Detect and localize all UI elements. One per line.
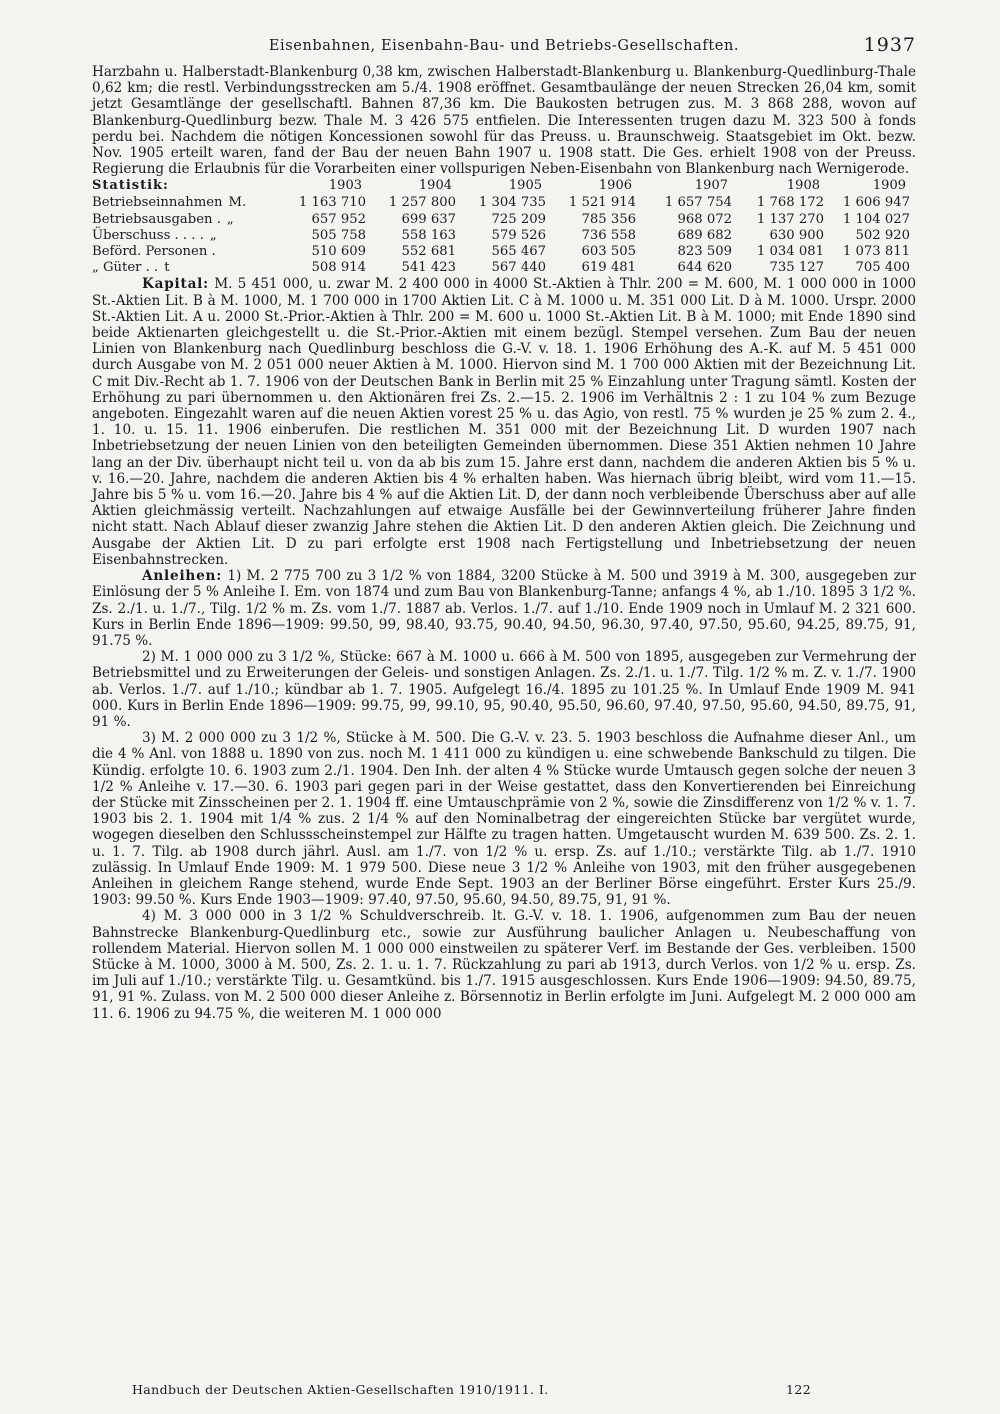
statistics-row-label bbox=[92, 228, 282, 244]
anleihen-paragraph-2: 2) M. 1 000 000 zu 3 1/2 %, Stücke: 667 à M. 1000 u. 666 à M. 500 von 1895, ausgegeben zur Vermehrung der Betriebsmittel und zu Erweiterungen der Geleis- und sonstigen Anlagen. Zs. 2./1. u. 1./7. Tilg. 1/2 % m. Z. v. 1./7. 1900 ab. Verlos. 1./7. auf 1./10.; kündbar ab 1. 7. 1905. Aufgelegt 16./4. 1895 zu 101.25 %. In Umlauf Ende 1909 M. 941 000. Kurs in Berlin Ende 1896—1909: 99.75, 99, 99.10, 95, 90.40, 95.50, 96.60, 97.40, 97.50, 95.60, 94.50, 89.75, 91, 91 %. bbox=[92, 649, 916, 730]
statistics-cell: 689 682 bbox=[677, 227, 732, 243]
year-header: 1909 bbox=[872, 178, 906, 194]
running-head bbox=[92, 36, 916, 64]
statistics-cell: 558 163 bbox=[401, 227, 456, 243]
kapital-paragraph bbox=[92, 276, 916, 568]
statistics-row bbox=[92, 244, 916, 260]
row-unit: „ bbox=[226, 211, 234, 227]
statistics-cell: 552 681 bbox=[401, 244, 456, 260]
statistics-cell: 725 209 bbox=[491, 211, 546, 227]
statistics-cell: 505 758 bbox=[311, 227, 366, 243]
page-number: 1937 bbox=[863, 34, 916, 56]
footer-page-number: 122 bbox=[786, 1382, 812, 1397]
statistics-row-label bbox=[92, 212, 282, 228]
statistics-cell: 699 637 bbox=[401, 211, 456, 227]
statistics-cell: 502 920 bbox=[855, 227, 910, 243]
page-header-title: Eisenbahnen, Eisenbahn-Bau- und Betriebs-Gesellschaften. bbox=[268, 38, 740, 54]
row-label-text: Betriebsausgaben . bbox=[92, 211, 221, 227]
row-label-text: „ Güter . . bbox=[92, 260, 159, 276]
year-header: 1904 bbox=[418, 178, 452, 194]
statistics-cell: 644 620 bbox=[677, 260, 732, 276]
statistics-cell: 735 127 bbox=[769, 260, 824, 276]
statistics-cell: 785 356 bbox=[581, 211, 636, 227]
anleihen-paragraph-1 bbox=[92, 568, 916, 649]
anleihen-paragraph-4: 4) M. 3 000 000 in 3 1/2 % Schuldverschreib. lt. G.-V. v. 18. 1. 1906, aufgenommen zum Bau der neuen Bahnstrecke Blankenburg-Quedlinburg etc., sowie zur Ausführung baulicher Anlagen u. Neubeschaffung von rollendem Material. Hiervon sollen M. 1 000 000 einstweilen zu späterer Verf. im Bestande der Ges. verbleiben. 1500 Stücke à M. 1000, 3000 à M. 500, Zs. 2. 1. u. 1. 7. Rückzahlung zu pari ab 1913, durch Verlos. von 1/2 % u. ersp. Zs. im Juli auf 1./10.; verstärkte Tilg. u. Gesamtkünd. bis 1./7. 1915 ausgeschlossen. Kurs Ende 1906—1909: 94.50, 89.75, 91, 91 %. Zulass. von M. 2 500 000 dieser Anleihe z. Börsennotiz in Berlin erfolgte im Juni. Aufgelegt M. 2 000 000 am 11. 6. 1906 zu 94.75 %, die weiteren M. 1 000 000 bbox=[92, 908, 916, 1022]
statistics-row bbox=[92, 260, 916, 276]
statistics-cell: 1 163 710 bbox=[298, 195, 366, 211]
statistics-cell: 1 104 027 bbox=[842, 211, 910, 227]
statistics-cell: 541 423 bbox=[401, 260, 456, 276]
kapital-label: Kapital: bbox=[142, 276, 209, 293]
anleihen-label: Anleihen: bbox=[142, 568, 223, 585]
statistics-cell: 657 952 bbox=[311, 211, 366, 227]
row-unit: M. bbox=[228, 195, 247, 211]
statistics-cell: 1 034 081 bbox=[756, 244, 824, 260]
statistics-cell: 579 526 bbox=[491, 227, 546, 243]
row-label-text: Beförd. Personen . bbox=[92, 244, 216, 260]
statistics-cell: 1 657 754 bbox=[664, 195, 732, 211]
statistics-cell: 565 467 bbox=[491, 244, 546, 260]
statistics-cell: 1 606 947 bbox=[842, 195, 910, 211]
anleihe-1-text: 1) M. 2 775 700 zu 3 1/2 % von 1884, 3200 Stücke à M. 500 und 3919 à M. 300, ausgegeben zur Einlösung der 5 % Anleihe I. Em. von 1874 und zum Bau von Blankenburg-Tanne; anfangs 4 %, ab 1./10. 1895 3 1/2 %. Zs. 2./1. u. 1./7., Tilg. 1/2 % m. Zs. vom 1./7. 1887 ab. Verlos. 1./7. auf 1./10. Ende 1909 noch in Umlauf M. 2 321 600. Kurs in Berlin Ende 1896—1909: 99.50, 99, 98.40, 93.75, 90.40, 94.50, 96.30, 97.40, 97.50, 95.60, 94.25, 89.75, 91, 91.75 %. bbox=[92, 568, 916, 649]
statistics-cell: 705 400 bbox=[855, 260, 910, 276]
row-unit: „ bbox=[209, 227, 217, 243]
statistics-cell: 603 505 bbox=[581, 244, 636, 260]
statistics-cell: 1 304 735 bbox=[478, 195, 546, 211]
row-label-text: Überschuss . . . . bbox=[92, 227, 204, 243]
document-page bbox=[92, 36, 916, 1022]
statistics-cell: 968 072 bbox=[677, 211, 732, 227]
row-label-text: Betriebseinnahmen bbox=[92, 195, 223, 211]
statistics-cell: 1 768 172 bbox=[756, 195, 824, 211]
statistics-cell: 1 137 270 bbox=[756, 211, 824, 227]
statistics-row-label bbox=[92, 260, 282, 276]
statistics-row bbox=[92, 195, 916, 211]
year-header: 1906 bbox=[598, 178, 632, 194]
statistics-cell: 823 509 bbox=[677, 244, 732, 260]
statistics-cell: 1 521 914 bbox=[568, 195, 636, 211]
statistics-cell: 510 609 bbox=[311, 244, 366, 260]
statistics-row-label bbox=[92, 195, 282, 211]
statistik-label: Statistik: bbox=[92, 178, 169, 194]
kapital-text: M. 5 451 000, u. zwar M. 2 400 000 in 4000 St.-Aktien à Thlr. 200 = M. 600, M. 1 000 000 in 1000 St.-Aktien Lit. B à M. 1000, M. 1 700 000 in 1700 Aktien Lit. C à M. 1000 u. M. 351 000 Lit. D à M. 1000. Urspr. 2000 St.-Aktien Lit. A u. 2000 St.-Prior.-Aktien à Thlr. 200 = M. 600 u. 1000 St.-Aktien Lit. B à M. 1000; mit Ende 1890 sind beide Aktienarten gleichgestellt u. die St.-Prior.-Aktien mit einem bezügl. Stempel versehen. Zum Bau der neuen Linien von Blankenburg nach Quedlinburg beschloss die G.-V. v. 18. 1. 1906 Erhöhung des A.-K. auf M. 5 451 000 durch Ausgabe von M. 2 051 000 neuer Aktien à M. 1000. Hiervon sind M. 1 700 000 Aktien mit der Bezeichnung Lit. C mit Div.-Recht ab 1. 7. 1906 von der Deutschen Bank in Berlin mit 25 % Einzahlung unter Tragung sämtl. Kosten der Erhöhung zu pari übernommen u. den Aktionären frei Zs. 2.—15. 2. 1906 im Verhältnis 2 : 1 zu 104 % zum Bezuge angeboten. Eingezahlt waren auf die neuen Aktien vorest 25 % u. das Agio, von restl. 75 % wurden je 25 % zum 2. 4., 1. 10. u. 15. 11. 1906 einberufen. Die restlichen M. 351 000 mit der Bezeichnung Lit. D wurden 1907 nach Inbetriebsetzung der neuen Linien von den beteiligten Gemeinden übernommen. Diese 351 Aktien nehmen 10 Jahre lang an der Div. überhaupt nicht teil u. von da ab bis zum 15. Jahre erst dann, nachdem die anderen Aktien bis 5 % u. v. 16.—20. Jahre, nachdem die anderen Aktien bis 4 % erhalten haben. Was hiernach übrig bleibt, wird vom 11.—15. Jahre bis 5 % u. vom 16.—20. Jahre bis 4 % auf die Aktien Lit. D, der dann noch verbleibende Überschuss aber auf alle Aktien gleichmässig verteilt. Nachzahlungen auf etwaige Ausfälle bei der Gewinnverteilung früherer Jahre finden nicht statt. Nach Ablauf dieser zwanzig Jahre stehen die Aktien Lit. D den anderen Aktien gleich. Die Zeichnung und Ausgabe der Aktien Lit. D zu pari erfolgte erst 1908 nach Fertigstellung und Inbetriebsetzung der neuen Eisenbahnstrecken. bbox=[92, 276, 916, 568]
statistics-cell: 508 914 bbox=[311, 260, 366, 276]
year-header: 1903 bbox=[328, 178, 362, 194]
row-unit: t bbox=[164, 260, 170, 276]
statistics-header-row bbox=[92, 177, 916, 195]
intro-paragraph: Harzbahn u. Halberstadt-Blankenburg 0,38 km, zwischen Halberstadt-Blankenburg u. Blankenburg-Quedlinburg-Thale 0,62 km; die restl. Verbindungsstrecken am 5./4. 1908 eröffnet. Gesamtbaulänge der neuen Strecken 26,04 km, somit jetzt Gesamtlänge der gesellschaftl. Bahnen 87,36 km. Die Baukosten betrugen zus. M. 3 868 288, wovon auf Blankenburg-Quedlinburg bezw. Thale M. 3 426 575 entfielen. Die Interessenten trugen dazu M. 323 500 à fonds perdu bei. Nachdem die nötigen Koncessionen sowohl für das Preuss. u. Braunschweig. Staatsgebiet im Okt. bezw. Nov. 1905 erteilt waren, fand der Bau der neuen Bahn 1907 u. 1908 statt. Die Ges. erhielt 1908 von der Preuss. Regierung die Erlaubnis für die Vorarbeiten einer vollspurigen Neben-Eisenbahn von Blankenburg nach Wernigerode. bbox=[92, 64, 916, 178]
statistics-cell: 736 558 bbox=[581, 227, 636, 243]
statistics-cell: 619 481 bbox=[581, 260, 636, 276]
page-footer bbox=[132, 1382, 832, 1397]
year-header: 1908 bbox=[786, 178, 820, 194]
year-header: 1905 bbox=[508, 178, 542, 194]
statistics-table bbox=[92, 177, 916, 276]
statistics-cell: 1 257 800 bbox=[388, 195, 456, 211]
statistics-cell: 1 073 811 bbox=[842, 244, 910, 260]
statistics-row bbox=[92, 212, 916, 228]
statistics-body bbox=[92, 195, 916, 276]
anleihen-paragraph-3: 3) M. 2 000 000 zu 3 1/2 %, Stücke à M. 500. Die G.-V. v. 23. 5. 1903 beschloss die Aufnahme dieser Anl., um die 4 % Anl. von 1888 u. 1890 von zus. noch M. 1 411 000 zu kündigen u. eine schwebende Bankschuld zu tilgen. Die Kündig. erfolgte 10. 6. 1903 zum 2./1. 1904. Den Inh. der alten 4 % Stücke wurde Umtausch gegen solche der neuen 3 1/2 % Anleihe v. 17.—30. 6. 1903 pari gegen pari in der Weise gestattet, dass den Konvertierenden bei Einreichung der Stücke mit Zinsscheinen per 2. 1. 1904 ff. eine Umtauschprämie von 2 %, sowie die Zinsdifferenz von 1/2 % v. 1. 7. 1903 bis 2. 1. 1904 mit 1/4 % zus. 2 1/4 % auf den Nominalbetrag der eingereichten Stücke bar vergütet wurde, wogegen dieselben den Schlussscheinstempel zur Hälfte zu tragen hatten. Umgetauscht wurden M. 639 500. Zs. 2. 1. u. 1. 7. Tilg. ab 1908 durch jährl. Ausl. am 1./7. von 1/2 % u. ersp. Zs. auf 1./10.; verstärkte Tilg. ab 1./7. 1910 zulässig. In Umlauf Ende 1909: M. 1 979 500. Diese neue 3 1/2 % Anleihe von 1903, mit den früher ausgegebenen Anleihen in gleichem Range stehend, wurde Ende Sept. 1903 an der Berliner Börse eingeführt. Erster Kurs 25./9. 1903: 99.50 %. Kurs Ende 1903—1909: 97.40, 97.50, 95.60, 94.50, 89.75, 91, 91 %. bbox=[92, 730, 916, 909]
year-header: 1907 bbox=[694, 178, 728, 194]
statistics-cell: 630 900 bbox=[769, 227, 824, 243]
statistics-row bbox=[92, 228, 916, 244]
statistics-cell: 567 440 bbox=[491, 260, 546, 276]
footer-text: Handbuch der Deutschen Aktien-Gesellschaften 1910/1911. I. bbox=[132, 1382, 549, 1397]
statistics-row-label bbox=[92, 244, 282, 260]
